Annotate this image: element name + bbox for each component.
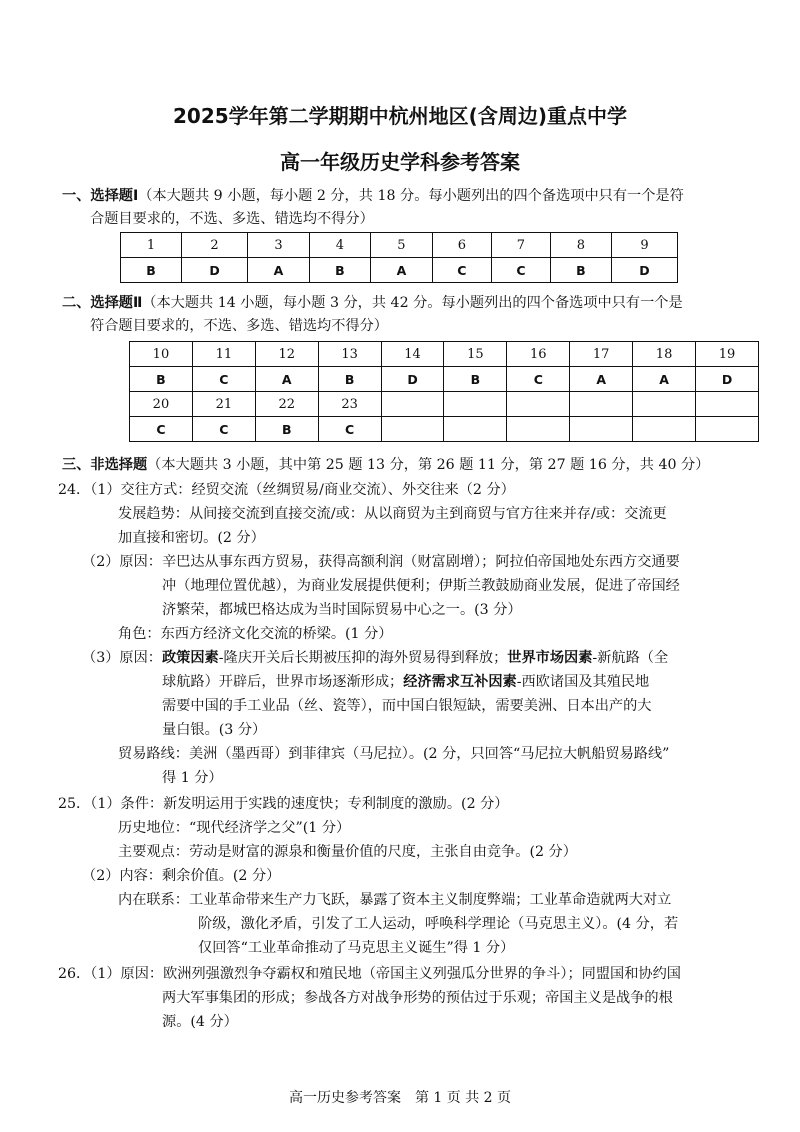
question-number: 17 xyxy=(570,342,633,367)
question-number: 21 xyxy=(192,392,255,417)
q24-part: -西欧诸国及其殖民地 xyxy=(516,674,650,690)
empty-cell xyxy=(444,392,507,417)
q26-line: 源。(4 分） xyxy=(162,1014,238,1030)
answer-letter: A xyxy=(370,258,432,283)
q26-line: 26．（1）原因：欧洲列强激烈争夺霸权和殖民地（帝国主义列强瓜分世界的争斗）；同盟国和协约国 xyxy=(58,966,681,982)
answer-letter: D xyxy=(696,367,759,392)
q24-line: 需要中国的手工业品（丝、瓷等），而中国白银短缺，需要美洲、日本出产的大 xyxy=(162,698,652,714)
page-footer: 高一历史参考答案 第 1 页 共 2 页 xyxy=(288,1090,512,1106)
question-number: 4 xyxy=(309,233,370,258)
answer-letter: C xyxy=(318,417,381,442)
answer-letter: B xyxy=(121,258,182,283)
question-number: 12 xyxy=(255,342,318,367)
empty-cell xyxy=(696,417,759,442)
answer-letter: C xyxy=(491,258,550,283)
answer-letter: D xyxy=(381,367,444,392)
q25-line: 25．（1）条件：新发明运用于实践的速度快；专利制度的激励。(2 分） xyxy=(58,796,509,812)
section2-desc-line1: （本大题共 14 小题，每小题 3 分，共 42 分。每小题列出的四个备选项中只有一个是 xyxy=(142,295,683,311)
question-number: 13 xyxy=(318,342,381,367)
q24-keyword: 世界市场因素 xyxy=(507,650,593,666)
answer-letter: B xyxy=(444,367,507,392)
empty-cell xyxy=(507,417,570,442)
empty-cell xyxy=(570,392,633,417)
section1-desc-line1: （本大题共 9 小题，每小题 2 分，共 18 分。每小题列出的四个备选项中只有一个是符 xyxy=(138,188,684,204)
answer-letter: B xyxy=(309,258,370,283)
question-number: 2 xyxy=(182,233,248,258)
question-number: 20 xyxy=(130,392,193,417)
q24-line: 角色：东西方经济文化交流的桥梁。(1 分） xyxy=(118,626,393,642)
table-row xyxy=(121,233,678,258)
answer-letter: D xyxy=(182,258,248,283)
answer-letter: C xyxy=(192,417,255,442)
table-row xyxy=(130,367,759,392)
answer-letter: A xyxy=(633,367,696,392)
empty-cell xyxy=(633,417,696,442)
table-row xyxy=(130,342,759,367)
answer-letter: B xyxy=(318,367,381,392)
section2-answer-table xyxy=(129,341,759,442)
q25-line: （2）内容：剩余价值。(2 分） xyxy=(82,868,281,884)
q24-line: 得 1 分） xyxy=(162,770,223,786)
q24-line: 贸易路线：美洲（墨西哥）到菲律宾（马尼拉）。(2 分，只回答“马尼拉大帆船贸易路线” xyxy=(118,746,670,762)
empty-cell xyxy=(633,392,696,417)
q25-line: 仅回答“工业革命推动了马克思主义诞生”得 1 分） xyxy=(198,940,515,956)
empty-cell xyxy=(381,392,444,417)
q24-line: 加直接和密切。(2 分） xyxy=(118,530,265,546)
q24-part: （3）原因： xyxy=(82,650,162,666)
answer-letter: C xyxy=(432,258,491,283)
section1-answer-table xyxy=(120,232,678,283)
q24-line: 发展趋势：从间接交流到直接交流/或：从以商贸为主到商贸与官方往来并存/或：交流更 xyxy=(118,506,667,522)
question-number: 7 xyxy=(491,233,550,258)
answer-letter: D xyxy=(611,258,677,283)
q25-line: 内在联系：工业革命带来生产力飞跃，暴露了资本主义制度弊端；工业革命造就两大对立 xyxy=(118,892,672,908)
q25-line: 阶级，激化矛盾，引发了工人运动，呼唤科学理论（马克思主义）。(4 分，若 xyxy=(198,916,679,932)
section2-description xyxy=(62,291,762,316)
section2-desc-line2: 符合题目要求的，不选、多选、错选均不得分） xyxy=(90,318,388,334)
question-number: 6 xyxy=(432,233,491,258)
table-row xyxy=(121,258,678,283)
question-number: 11 xyxy=(192,342,255,367)
question-number: 3 xyxy=(248,233,310,258)
section1-heading: 一、选择题Ⅰ xyxy=(62,188,139,204)
question-number: 10 xyxy=(130,342,193,367)
q24-line: 济繁荣，都城巴格达成为当时国际贸易中心之一。(3 分） xyxy=(162,602,522,618)
answer-letter: C xyxy=(192,367,255,392)
answer-letter: C xyxy=(130,417,193,442)
question-number: 15 xyxy=(444,342,507,367)
question-number: 22 xyxy=(255,392,318,417)
question-number: 14 xyxy=(381,342,444,367)
q24-keyword: 政策因素 xyxy=(161,650,219,666)
q24-line: 量白银。(3 分） xyxy=(162,722,267,738)
answer-letter: B xyxy=(550,258,611,283)
q24-line: （2）原因：辛巴达从事东西方贸易，获得高额利润（财富剧增）；阿拉伯帝国地处东西方交通要 xyxy=(82,554,680,570)
page-subtitle: 高一年级历史学科参考答案 xyxy=(280,150,520,174)
q24-part: -隆庆开关后长期被压抑的海外贸易得到释放； xyxy=(218,650,508,666)
answer-letter: C xyxy=(507,367,570,392)
empty-cell xyxy=(381,417,444,442)
question-number: 18 xyxy=(633,342,696,367)
q24-line xyxy=(162,670,782,695)
question-number: 5 xyxy=(370,233,432,258)
empty-cell xyxy=(570,417,633,442)
section2-heading: 二、选择题Ⅱ xyxy=(62,295,143,311)
question-number: 8 xyxy=(550,233,611,258)
q24-part: 球航路）开辟后，世界市场逐渐形成； xyxy=(162,674,404,690)
q25-line: 历史地位：“现代经济学之父”(1 分） xyxy=(118,820,351,836)
section3-desc: （本大题共 3 小题，其中第 25 题 13 分，第 26 题 11 分，第 27 题 16 分，共 40 分） xyxy=(147,457,710,473)
page-title: 2025学年第二学期期中杭州地区(含周边)重点中学 xyxy=(173,104,627,128)
q24-part: -新航路（全 xyxy=(592,650,669,666)
answer-letter: B xyxy=(130,367,193,392)
section3-heading: 三、非选择题 xyxy=(62,457,148,473)
question-number: 23 xyxy=(318,392,381,417)
question-number: 9 xyxy=(611,233,677,258)
q26-line: 两大军事集团的形成；参战各方对战争形势的预估过于乐观；帝国主义是战争的根 xyxy=(162,990,673,1006)
q24-line xyxy=(82,646,792,671)
question-number: 19 xyxy=(696,342,759,367)
question-number: 1 xyxy=(121,233,182,258)
answer-letter: B xyxy=(255,417,318,442)
q24-line: 24．（1）交往方式：经贸交流（丝绸贸易/商业交流）、外交往来（2 分） xyxy=(58,482,515,498)
empty-cell xyxy=(444,417,507,442)
answer-letter: A xyxy=(248,258,310,283)
q24-line: 冲（地理位置优越），为商业发展提供便利；伊斯兰教鼓励商业发展，促进了帝国经 xyxy=(162,578,680,594)
q25-line: 主要观点：劳动是财富的源泉和衡量价值的尺度，主张自由竞争。(2 分） xyxy=(118,844,577,860)
q24-keyword: 经济需求互补因素 xyxy=(403,674,517,690)
question-number: 16 xyxy=(507,342,570,367)
section3-description xyxy=(62,453,782,478)
answer-letter: A xyxy=(255,367,318,392)
table-row xyxy=(130,417,759,442)
answer-letter: A xyxy=(570,367,633,392)
section1-description xyxy=(62,184,762,209)
table-row xyxy=(130,392,759,417)
section1-desc-line2: 合题目要求的，不选、多选、错选均不得分） xyxy=(90,211,374,227)
empty-cell xyxy=(507,392,570,417)
empty-cell xyxy=(696,392,759,417)
